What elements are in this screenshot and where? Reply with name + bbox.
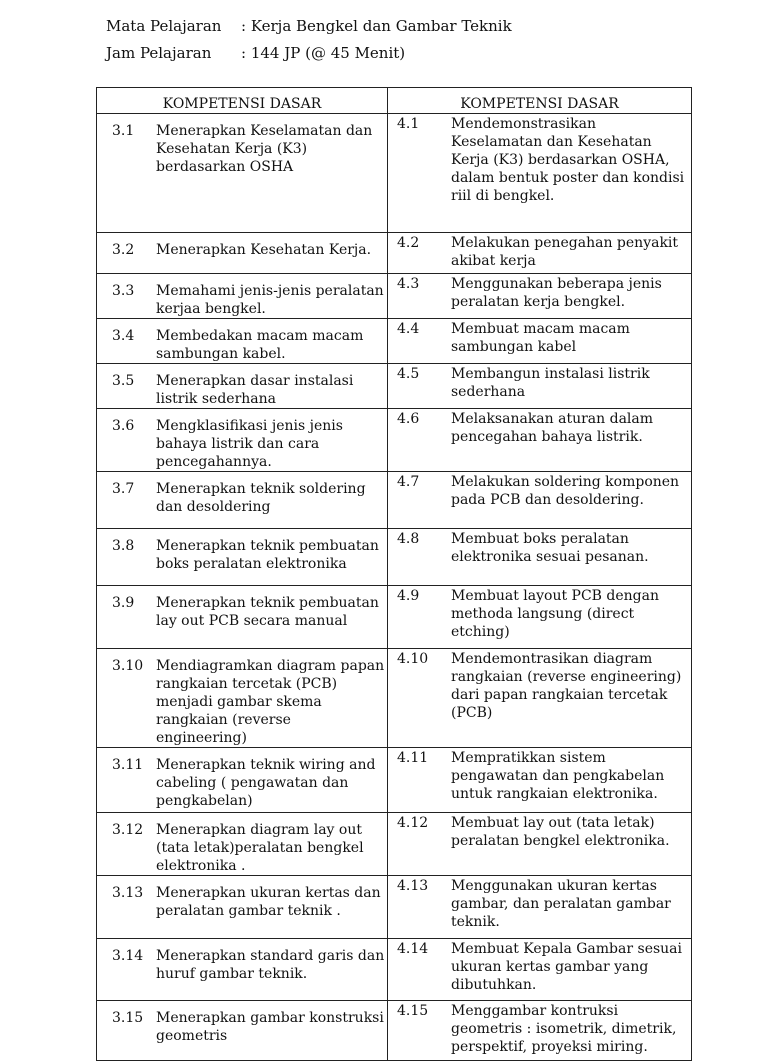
- kd-pengetahuan-text: Mengklasifikasi jenis jenis bahaya listrik dan cara pencegahannya.: [156, 418, 343, 470]
- jam-pelajaran-value: : 144 JP (@ 45 Menit): [241, 44, 406, 62]
- kd-keterampilan-number: 4.15: [397, 1003, 429, 1019]
- kd-pengetahuan-cell: [97, 1001, 388, 1061]
- kd-keterampilan-number: 4.5: [397, 366, 420, 382]
- kd-keterampilan-cell: [388, 813, 692, 876]
- table-row: [97, 1001, 692, 1061]
- kd-keterampilan-cell: [388, 319, 692, 364]
- kd-pengetahuan-cell: [97, 649, 388, 748]
- kd-pengetahuan-number: 3.9: [112, 595, 135, 611]
- kd-keterampilan-number: 4.12: [397, 815, 429, 831]
- kd-pengetahuan-text: Menerapkan teknik wiring and cabeling ( pengawatan dan pengkabelan): [156, 757, 376, 809]
- table-row: [97, 364, 692, 409]
- kd-pengetahuan-text: Menerapkan Kesehatan Kerja.: [156, 242, 372, 258]
- kd-keterampilan-number: 4.8: [397, 531, 420, 547]
- kd-keterampilan-number: 4.14: [397, 941, 429, 957]
- kd-keterampilan-text: Membuat macam macam sambungan kabel: [451, 321, 630, 355]
- kd-pengetahuan-cell: [97, 586, 388, 649]
- kd-pengetahuan-number: 3.12: [112, 822, 144, 838]
- table-row: [97, 939, 692, 1001]
- kd-keterampilan-cell: [388, 529, 692, 586]
- kd-keterampilan-cell: [388, 649, 692, 748]
- table-row: [97, 409, 692, 472]
- kd-keterampilan-text: Menggambar kontruksi geometris : isometrik, dimetrik, perspektif, proyeksi miring.: [451, 1003, 677, 1055]
- kd-keterampilan-number: 4.9: [397, 588, 420, 604]
- kd-pengetahuan-number: 3.7: [112, 481, 135, 497]
- kd-keterampilan-text: Membuat Kepala Gambar sesuai ukuran kertas gambar yang dibutuhkan.: [451, 941, 682, 993]
- kd-pengetahuan-number: 3.15: [112, 1010, 144, 1026]
- table-row: [97, 649, 692, 748]
- kd-keterampilan-text: Melaksanakan aturan dalam pencegahan bahaya listrik.: [451, 411, 654, 445]
- kd-keterampilan-cell: [388, 274, 692, 319]
- kd-keterampilan-cell: [388, 939, 692, 1001]
- mata-pelajaran-value: : Kerja Bengkel dan Gambar Teknik: [241, 17, 512, 35]
- kd-pengetahuan-text: Menerapkan gambar konstruksi geometris: [156, 1010, 384, 1044]
- kd-pengetahuan-number: 3.10: [112, 658, 144, 674]
- kd-keterampilan-text: Menggunakan beberapa jenis peralatan kerja bengkel.: [451, 276, 662, 310]
- kd-keterampilan-text: Menggunakan ukuran kertas gambar, dan peralatan gambar teknik.: [451, 878, 671, 930]
- table-row: [97, 529, 692, 586]
- kd-pengetahuan-number: 3.11: [112, 757, 144, 773]
- kd-keterampilan-number: 4.1: [397, 116, 420, 132]
- kd-keterampilan-text: Membuat layout PCB dengan methoda langsung (direct etching): [451, 588, 660, 640]
- kd-keterampilan-number: 4.7: [397, 474, 420, 490]
- jam-pelajaran-label: Jam Pelajaran: [106, 44, 212, 62]
- kd-keterampilan-cell: [388, 1001, 692, 1061]
- kd-pengetahuan-number: 3.3: [112, 283, 135, 299]
- table-row: [97, 319, 692, 364]
- kd-pengetahuan-number: 3.14: [112, 948, 144, 964]
- kd-pengetahuan-cell: [97, 472, 388, 529]
- kd-pengetahuan-cell: [97, 748, 388, 813]
- kd-pengetahuan-cell: [97, 114, 388, 233]
- kd-keterampilan-cell: [388, 748, 692, 813]
- kd-pengetahuan-number: 3.6: [112, 418, 135, 434]
- kd-keterampilan-text: Melakukan soldering komponen pada PCB dan desoldering.: [451, 474, 680, 508]
- kd-keterampilan-text: Membuat boks peralatan elektronika sesuai pesanan.: [451, 531, 649, 565]
- kd-keterampilan-number: 4.3: [397, 276, 420, 292]
- table-row: [97, 274, 692, 319]
- kd-keterampilan-cell: [388, 364, 692, 409]
- kd-pengetahuan-text: Menerapkan Keselamatan dan Kesehatan Kerja (K3) berdasarkan OSHA: [156, 123, 373, 175]
- header-kd-keterampilan: KOMPETENSI DASAR: [388, 88, 692, 114]
- kd-keterampilan-number: 4.11: [397, 750, 429, 766]
- kd-pengetahuan-number: 3.13: [112, 885, 144, 901]
- table-header-row: [97, 88, 692, 114]
- header-kd-pengetahuan: KOMPETENSI DASAR: [97, 88, 388, 114]
- kd-pengetahuan-text: Menerapkan teknik pembuatan boks peralatan elektronika: [156, 538, 379, 572]
- kd-pengetahuan-number: 3.8: [112, 538, 135, 554]
- kd-pengetahuan-cell: [97, 876, 388, 939]
- kd-keterampilan-number: 4.13: [397, 878, 429, 894]
- kd-pengetahuan-text: Membedakan macam macam sambungan kabel.: [156, 328, 364, 362]
- table-row: [97, 876, 692, 939]
- kd-keterampilan-cell: [388, 233, 692, 274]
- kd-pengetahuan-cell: [97, 319, 388, 364]
- kd-pengetahuan-number: 3.1: [112, 123, 135, 139]
- kd-keterampilan-cell: [388, 876, 692, 939]
- kd-keterampilan-text: Mempratikkan sistem pengawatan dan pengkabelan untuk rangkaian elektronika.: [451, 750, 665, 802]
- kd-pengetahuan-cell: [97, 364, 388, 409]
- table-row: [97, 472, 692, 529]
- kd-pengetahuan-cell: [97, 529, 388, 586]
- kd-pengetahuan-text: Menerapkan diagram lay out (tata letak)peralatan bengkel elektronika .: [156, 822, 364, 874]
- kd-keterampilan-number: 4.4: [397, 321, 420, 337]
- table-row: [97, 748, 692, 813]
- kd-keterampilan-number: 4.2: [397, 235, 420, 251]
- kd-pengetahuan-text: Menerapkan standard garis dan huruf gambar teknik.: [156, 948, 385, 982]
- kd-pengetahuan-text: Memahami jenis-jenis peralatan kerjaa bengkel.: [156, 283, 384, 317]
- kd-pengetahuan-number: 3.2: [112, 242, 135, 258]
- kd-pengetahuan-text: Menerapkan ukuran kertas dan peralatan gambar teknik .: [156, 885, 381, 919]
- kd-pengetahuan-text: Menerapkan teknik pembuatan lay out PCB secara manual: [156, 595, 379, 629]
- kd-pengetahuan-cell: [97, 813, 388, 876]
- table-row: [97, 233, 692, 274]
- kd-keterampilan-text: Melakukan penegahan penyakit akibat kerja: [451, 235, 679, 269]
- mata-pelajaran-label: Mata Pelajaran: [106, 17, 222, 35]
- kd-pengetahuan-cell: [97, 409, 388, 472]
- kd-keterampilan-text: Membangun instalasi listrik sederhana: [451, 366, 650, 400]
- table-row: [97, 813, 692, 876]
- kd-pengetahuan-text: Mendiagramkan diagram papan rangkaian tercetak (PCB) menjadi gambar skema rangkaian (reverse engineering): [156, 658, 385, 746]
- kd-keterampilan-text: Mendemonstrasikan Keselamatan dan Kesehatan Kerja (K3) berdasarkan OSHA, dalam bentuk poster dan kondisi riil di bengkel.: [451, 116, 685, 204]
- table-row: [97, 586, 692, 649]
- kd-pengetahuan-cell: [97, 274, 388, 319]
- kd-keterampilan-number: 4.10: [397, 651, 429, 667]
- kd-pengetahuan-number: 3.5: [112, 373, 135, 389]
- kd-pengetahuan-text: Menerapkan dasar instalasi listrik sederhana: [156, 373, 354, 407]
- kd-keterampilan-text: Membuat lay out (tata letak) peralatan bengkel elektronika.: [451, 815, 670, 849]
- kd-keterampilan-cell: [388, 409, 692, 472]
- kd-pengetahuan-text: Menerapkan teknik soldering dan desoldering: [156, 481, 366, 515]
- kd-keterampilan-cell: [388, 472, 692, 529]
- kd-keterampilan-cell: [388, 114, 692, 233]
- kd-pengetahuan-cell: [97, 939, 388, 1001]
- kd-keterampilan-text: Mendemontrasikan diagram rangkaian (reverse engineering) dari papan rangkaian tercetak (PCB): [451, 651, 682, 721]
- kd-keterampilan-number: 4.6: [397, 411, 420, 427]
- kd-pengetahuan-cell: [97, 233, 388, 274]
- kd-pengetahuan-number: 3.4: [112, 328, 135, 344]
- table-row: [97, 114, 692, 233]
- kd-keterampilan-cell: [388, 586, 692, 649]
- kompetensi-dasar-table: [96, 87, 692, 1061]
